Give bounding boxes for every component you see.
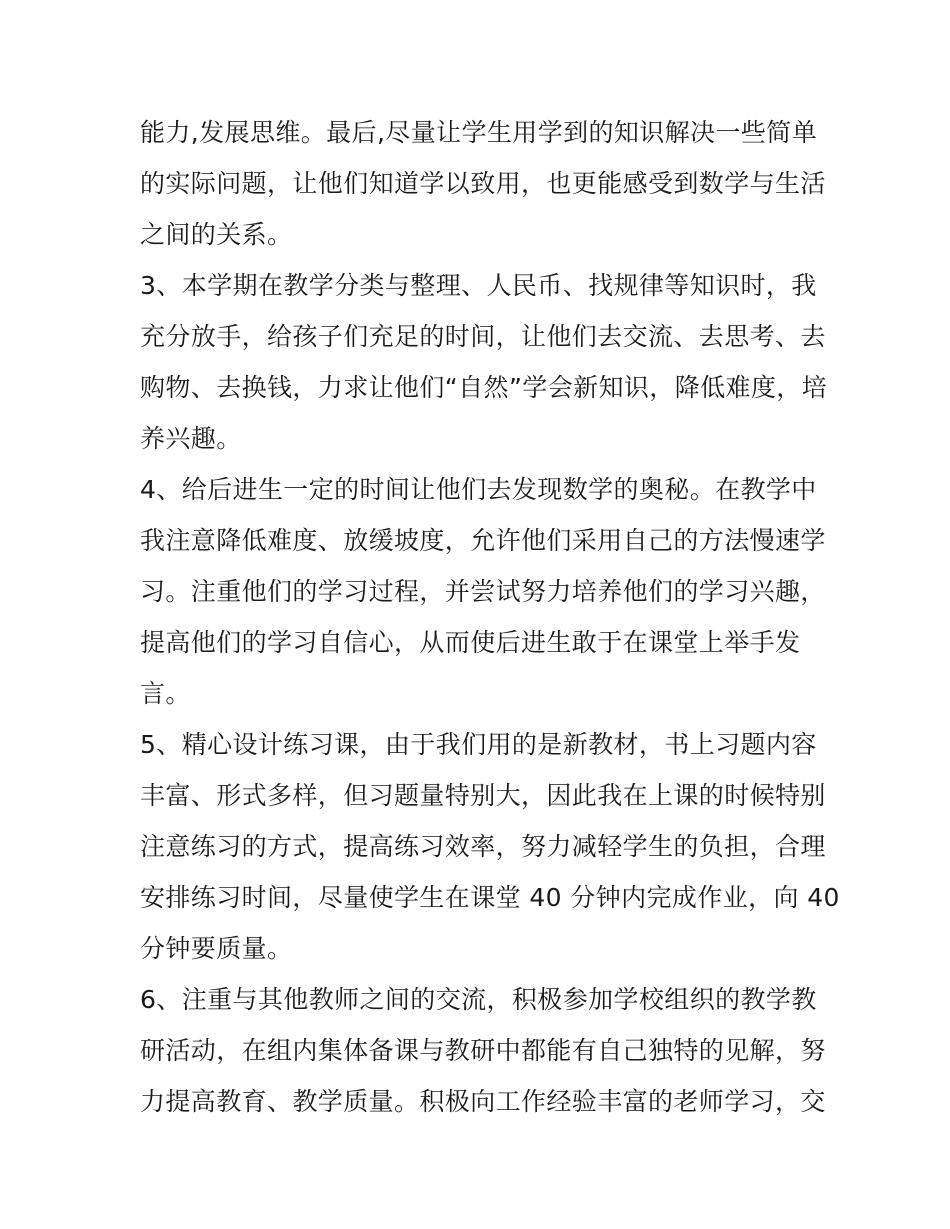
text-line: 5、精心设计练习课，由于我们用的是新教材，书上习题内容: [140, 730, 817, 759]
text-line: 之间的关系。: [140, 220, 293, 249]
text-line: 提高他们的学习自信心，从而使后进生敢于在课堂上举手发: [140, 628, 801, 657]
text-line: 言。: [140, 679, 191, 708]
text-line: 6、注重与其他教师之间的交流，积极参加学校组织的教学教: [140, 985, 817, 1014]
text-line: 充分放手，给孩子们充足的时间，让他们去交流、去思考、去: [140, 322, 826, 351]
text-line: 研活动，在组内集体备课与教研中都能有自己独特的见解，努: [140, 1036, 826, 1065]
text-line: 注意练习的方式，提高练习效率，努力减轻学生的负担，合理: [140, 832, 826, 861]
text-line: 能力,发展思维。最后,尽量让学生用学到的知识解决一些简单: [140, 118, 818, 147]
text-line: 习。注重他们的学习过程，并尝试努力培养他们的学习兴趣，: [140, 577, 826, 606]
text-line: 购物、去换钱，力求让他们“自然”学会新知识，降低难度，培: [140, 373, 828, 402]
text-line: 4、给后进生一定的时间让他们去发现数学的奥秘。在教学中: [140, 475, 817, 504]
text-line: 力提高教育、教学质量。积极向工作经验丰富的老师学习，交: [140, 1087, 826, 1116]
text-line: 养兴趣。: [140, 424, 242, 453]
text-line: 我注意降低难度、放缓坡度，允许他们采用自己的方法慢速学: [140, 526, 826, 555]
text-line: 3、本学期在教学分类与整理、人民币、找规律等知识时，我: [140, 271, 817, 300]
document-page: [140, 107, 840, 1127]
text-line: 丰富、形式多样，但习题量特别大，因此我在上课的时候特别: [140, 781, 826, 810]
text-line: 的实际问题，让他们知道学以致用，也更能感受到数学与生活: [140, 169, 826, 198]
text-line: 安排练习时间，尽量使学生在课堂 40 分钟内完成作业，向 40: [140, 883, 840, 912]
text-line: 分钟要质量。: [140, 934, 293, 963]
